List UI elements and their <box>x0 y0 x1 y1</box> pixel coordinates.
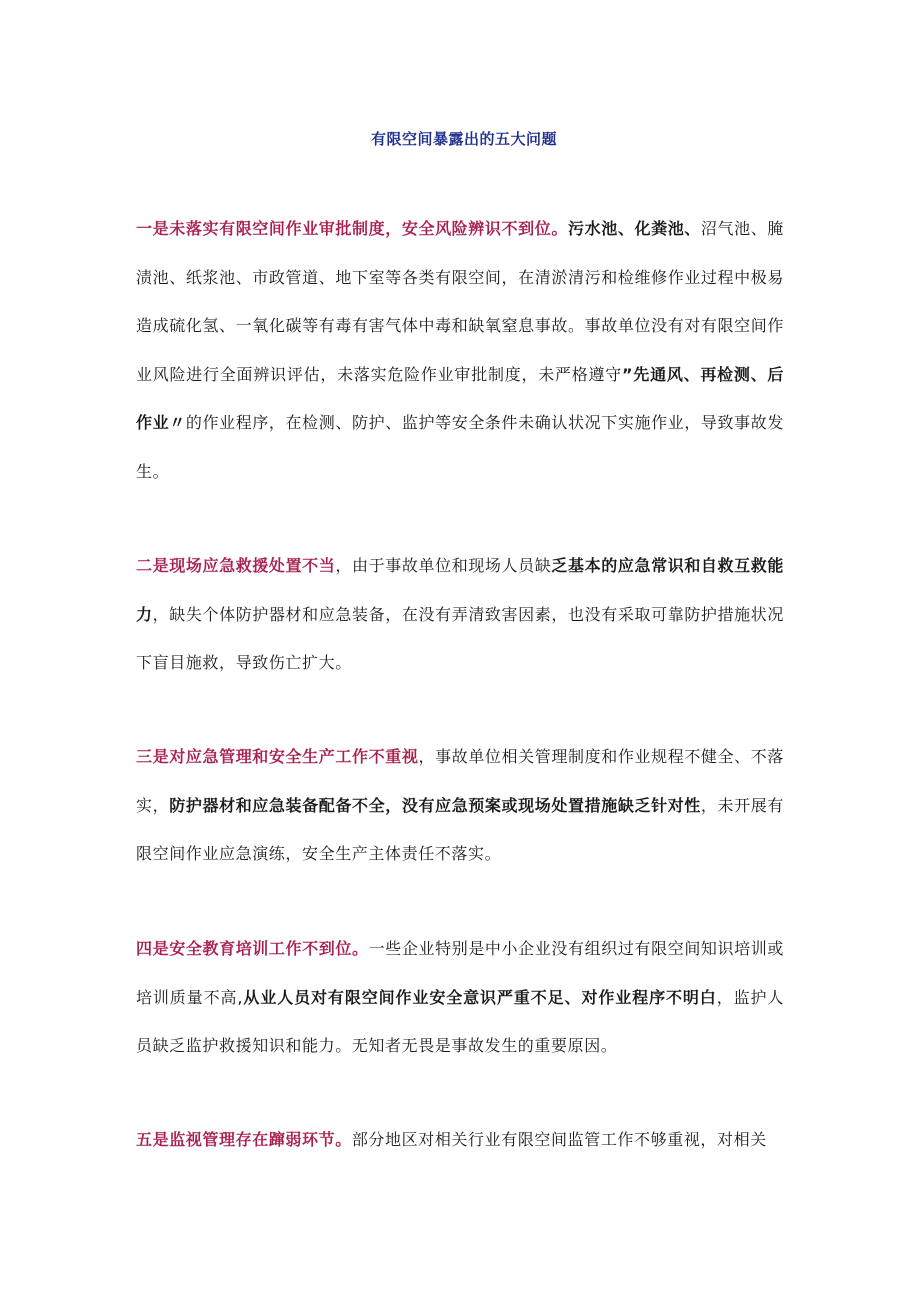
paragraph-3 <box>136 733 784 879</box>
paragraph-4-segment: ，监护人员缺乏监护救援知识和能力。无知者无畏是事故发生的重要原因。 <box>136 987 784 1055</box>
paragraph-3-segment: 防护器材和应急装备配备不全，没有应急预案或现场处置措施缺乏针对性 <box>169 795 701 815</box>
paragraph-3-heading: 三是对应急管理和安全生产工作不重视 <box>136 747 419 766</box>
paragraph-1-segment: 沼气池、腌渍池、纸浆池、市政管道、地下室等各类有限空间，在清淤清污和检维修作业过程中极易造成硫化氢、一氧化碳等有毒有害气体中毒和缺氧窒息事故。事故单位没有对有限空间作业风险进行全面辨识评估，未落实危险作业审批制度，未严格遵守 <box>136 219 784 384</box>
paragraph-4-segment: 一些企业特别是中小企业没有组织过有限空间知识培训或培训质量不高, <box>136 939 784 1007</box>
paragraph-1-segment: 的作业程序，在检测、防护、监护等安全条件未确认状况下实施作业，导致事故发生。 <box>136 413 784 481</box>
paragraph-5-segment: 部分地区对相关行业有限空间监管工作不够重视，对相关 <box>351 1130 767 1149</box>
paragraph-1-heading: 一是未落实有限空间作业审批制度，安全风险辨识不到位。 <box>136 219 568 238</box>
paragraph-1 <box>136 205 784 496</box>
paragraph-2-heading: 二是现场应急救援处置不当 <box>136 556 336 575</box>
paragraph-4 <box>136 925 784 1071</box>
paragraph-3-segment: ，事故单位相关管理制度和作业规程不健全、不落实， <box>136 747 784 815</box>
paragraph-2 <box>136 542 784 688</box>
paragraph-4-segment: 从业人员对有限空间作业安全意识严重不足、对作业程序不明白 <box>243 987 717 1007</box>
paragraph-2-segment: ，缺失个体防护器材和应急装备，在没有弄清致害因素，也没有采取可靠防护措施状况下盲目施救，导致伤亡扩大。 <box>136 604 784 672</box>
document-title: 有限空间暴露出的五大问题 <box>370 130 557 148</box>
paragraph-1-segment: 污水池、化粪池、 <box>568 219 701 238</box>
paragraph-2-segment: 乏基本的应急常识和自救互救能力 <box>136 556 784 624</box>
paragraph-2-segment: ，由于事故单位和现场人员缺 <box>335 556 552 575</box>
paragraph-4-heading: 四是安全教育培训工作不到位。 <box>136 939 369 958</box>
paragraph-3-segment: ，未开展有限空间作业应急演练，安全生产主体责任不落实。 <box>136 795 784 863</box>
paragraph-5 <box>136 1116 784 1165</box>
paragraph-5-heading: 五是监视管理存在蹿弱环节。 <box>136 1130 352 1149</box>
paragraph-1-segment: ”先通风、再检测、后作业〃 <box>136 364 784 432</box>
